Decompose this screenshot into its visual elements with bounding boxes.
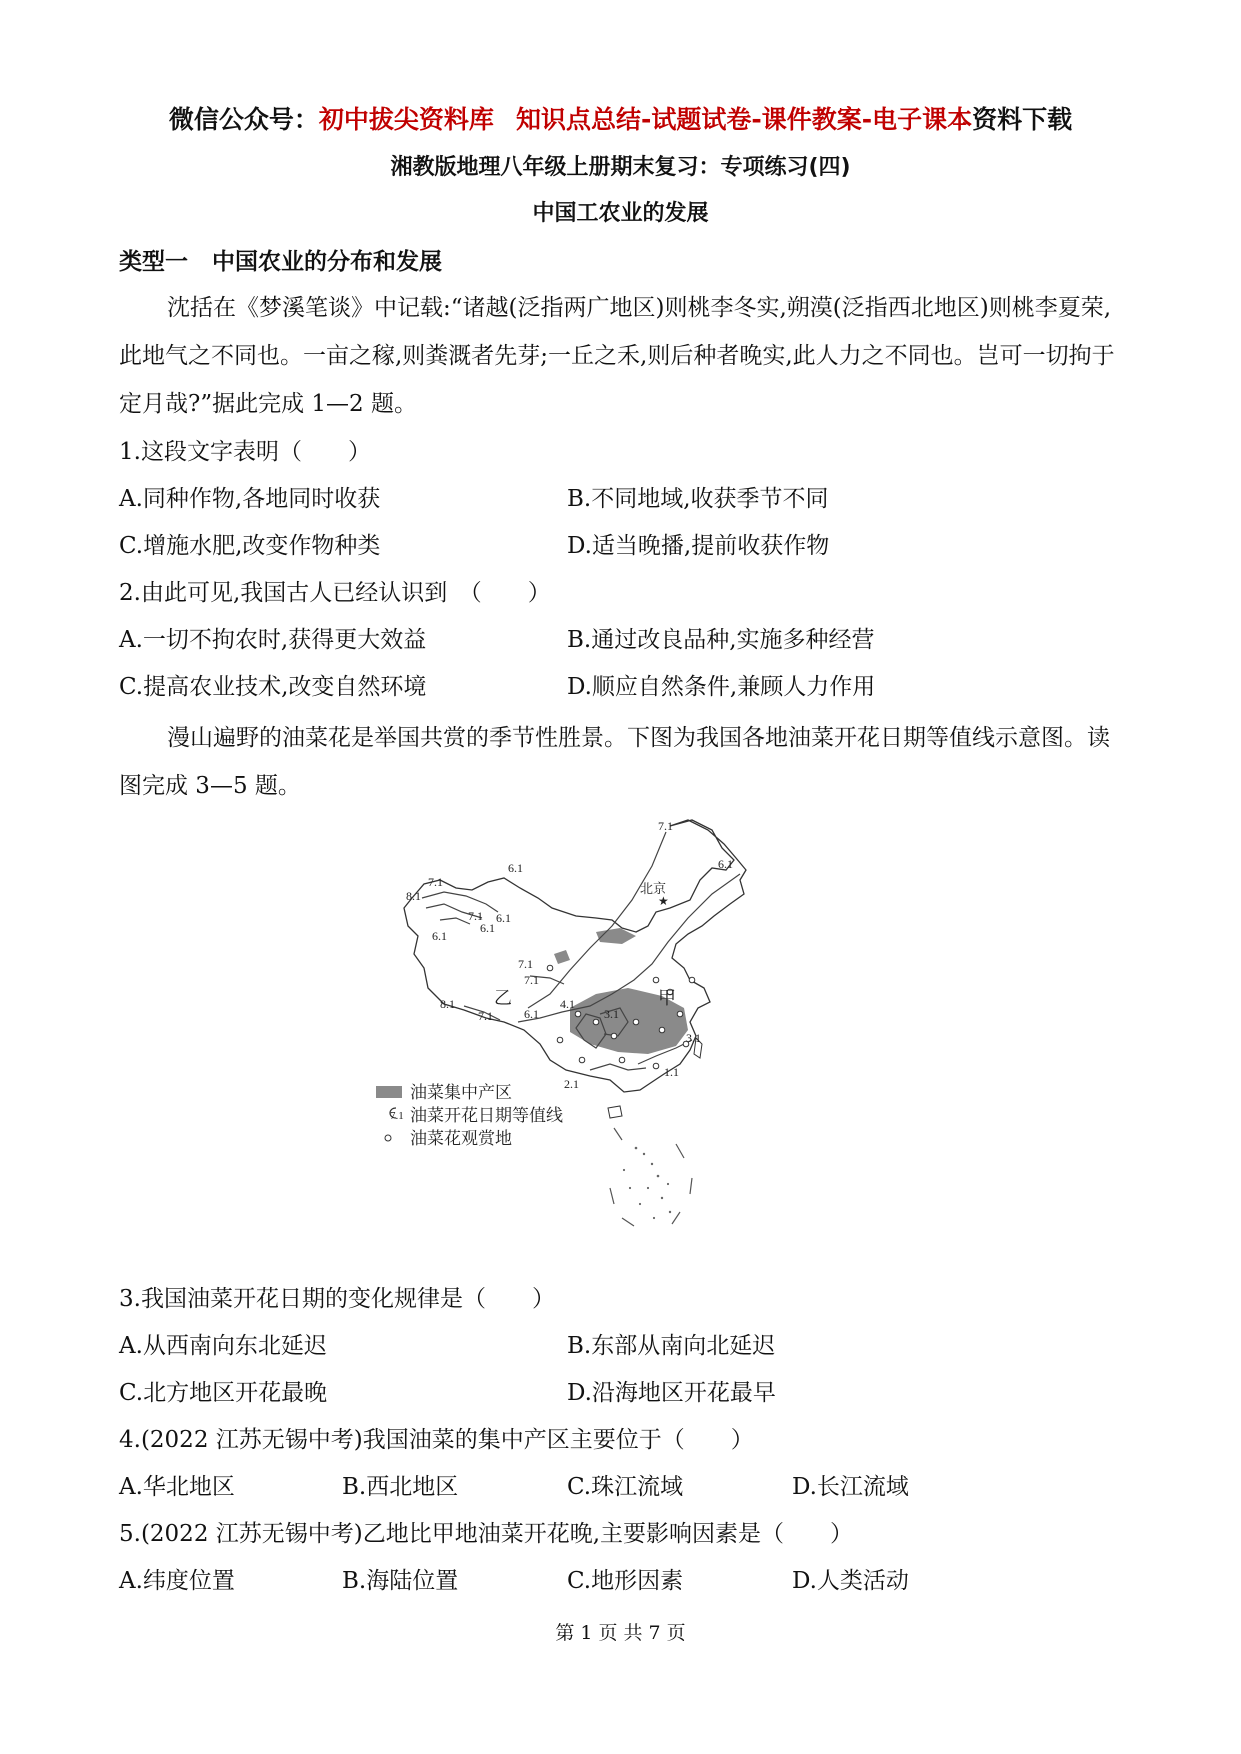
legend-isoline-sample: 7.1 xyxy=(390,1110,404,1122)
question-4-option-a: A.华北地区 xyxy=(119,1474,235,1500)
nine-dash-line xyxy=(610,1128,692,1226)
iso-label: 6.1 xyxy=(524,1007,539,1021)
question-5-option-b: B.海陆位置 xyxy=(342,1568,459,1594)
question-2-stem: 2.由此可见,我国古人已经认识到 （ ） xyxy=(119,580,551,606)
iso-label: 2.1 xyxy=(564,1077,579,1091)
legend-site-label: 油菜花观赏地 xyxy=(410,1129,512,1149)
rapeseed-flowering-map xyxy=(390,808,820,1238)
question-4-option-d: D.长江流域 xyxy=(792,1474,909,1500)
doc-subtitle: 中国工农业的发展 xyxy=(532,201,709,226)
header-banner xyxy=(0,104,1241,136)
question-3-option-c: C.北方地区开花最晚 xyxy=(119,1380,328,1406)
iso-label: 6.1 xyxy=(480,921,495,935)
iso-label: 7.1 xyxy=(658,819,673,833)
question-4-stem: 4.(2022 江苏无锡中考)我国油菜的集中产区主要位于（ ） xyxy=(119,1427,754,1453)
iso-label: 8.1 xyxy=(440,997,455,1011)
section-heading xyxy=(119,247,442,277)
passage-2 xyxy=(119,714,1129,810)
label-yi: 乙 xyxy=(494,988,512,1008)
legend-isoline-label: 油菜开花日期等值线 xyxy=(410,1106,563,1126)
question-4-option-c: C.珠江流域 xyxy=(567,1474,684,1500)
iso-label: 3.1 xyxy=(604,1007,619,1021)
question-2-option-b: B.通过改良品种,实施多种经营 xyxy=(567,627,875,653)
iso-label: 4.1 xyxy=(560,997,575,1011)
question-3-stem: 3.我国油菜开花日期的变化规律是（ ） xyxy=(119,1286,555,1312)
iso-label: 7.1 xyxy=(524,973,539,987)
iso-label: 6.1 xyxy=(496,911,511,925)
beijing-label: 北京 xyxy=(640,882,667,897)
header-link-1[interactable]: 初中拔尖资料库 xyxy=(318,105,494,134)
question-1-option-c: C.增施水肥,改变作物种类 xyxy=(119,533,381,559)
passage-1 xyxy=(119,284,1129,428)
passage-2-text: 漫山遍野的油菜花是举国共赏的季节性胜景。下图为我国各地油菜开花日期等值线示意图。读图完成 3—5 题。 xyxy=(119,725,1110,799)
iso-label: 7.1 xyxy=(518,957,533,971)
page-footer: 第 1 页 共 7 页 xyxy=(555,1622,686,1644)
label-jia: 甲 xyxy=(658,988,676,1008)
hainan-outline xyxy=(608,1106,622,1118)
question-3-option-a: A.从西南向东北延迟 xyxy=(119,1333,327,1359)
legend-area-label: 油菜集中产区 xyxy=(410,1083,512,1103)
iso-label: 1.1 xyxy=(664,1065,679,1079)
iso-label: 7.1 xyxy=(478,1009,493,1023)
question-2-option-c: C.提高农业技术,改变自然环境 xyxy=(119,674,427,700)
section-label: 类型一 xyxy=(119,249,188,275)
question-4-option-b: B.西北地区 xyxy=(342,1474,459,1500)
header-link-2[interactable]: 知识点总结-试题试卷-课件教案-电子课本 xyxy=(515,105,973,134)
question-3-option-d: D.沿海地区开花最早 xyxy=(567,1380,776,1406)
header-suffix: 资料下载 xyxy=(972,105,1073,134)
iso-label: 3.1 xyxy=(686,1031,701,1045)
legend-site-swatch xyxy=(385,1135,391,1141)
iso-label: 6.1 xyxy=(432,929,447,943)
question-5-option-a: A.纬度位置 xyxy=(119,1568,235,1594)
legend-area-swatch xyxy=(376,1086,402,1098)
iso-label: 6.1 xyxy=(508,861,523,875)
question-5-option-d: D.人类活动 xyxy=(792,1568,909,1594)
beijing-star-icon: ★ xyxy=(658,894,669,908)
iso-label: 7.1 xyxy=(468,909,483,923)
map-legend xyxy=(376,1083,563,1149)
question-3-option-b: B.东部从南向北延迟 xyxy=(567,1333,776,1359)
south-sea-islands xyxy=(623,1147,671,1219)
question-5-option-c: C.地形因素 xyxy=(567,1568,684,1594)
question-1-option-a: A.同种作物,各地同时收获 xyxy=(119,486,381,512)
doc-title: 湘教版地理八年级上册期末复习：专项练习(四) xyxy=(390,155,851,180)
iso-label: 7.1 xyxy=(428,875,443,889)
question-5-stem: 5.(2022 江苏无锡中考)乙地比甲地油菜开花晚,主要影响因素是（ ） xyxy=(119,1521,854,1547)
question-2-option-a: A.一切不拘农时,获得更大效益 xyxy=(119,627,427,653)
iso-label: 8.1 xyxy=(406,889,421,903)
iso-label: 6.1 xyxy=(718,857,733,871)
passage-1-text: 沈括在《梦溪笔谈》中记载:“诸越(泛指两广地区)则桃李冬实,朔漠(泛指西北地区)则桃李夏荣,此地气之不同也。一亩之稼,则粪溉者先芽;一丘之禾,则后种者晚实,此人力之不同也。岂可一切拘于定月哉?”据此完成 1—2 题。 xyxy=(119,295,1115,417)
question-1-option-d: D.适当晚播,提前收获作物 xyxy=(567,533,830,559)
question-1-stem: 1.这段文字表明（ ） xyxy=(119,439,371,465)
section-title: 中国农业的分布和发展 xyxy=(212,249,442,275)
question-1-option-b: B.不同地域,收获季节不同 xyxy=(567,486,829,512)
header-prefix: 微信公众号： xyxy=(168,105,319,134)
question-2-option-d: D.顺应自然条件,兼顾人力作用 xyxy=(567,674,876,700)
